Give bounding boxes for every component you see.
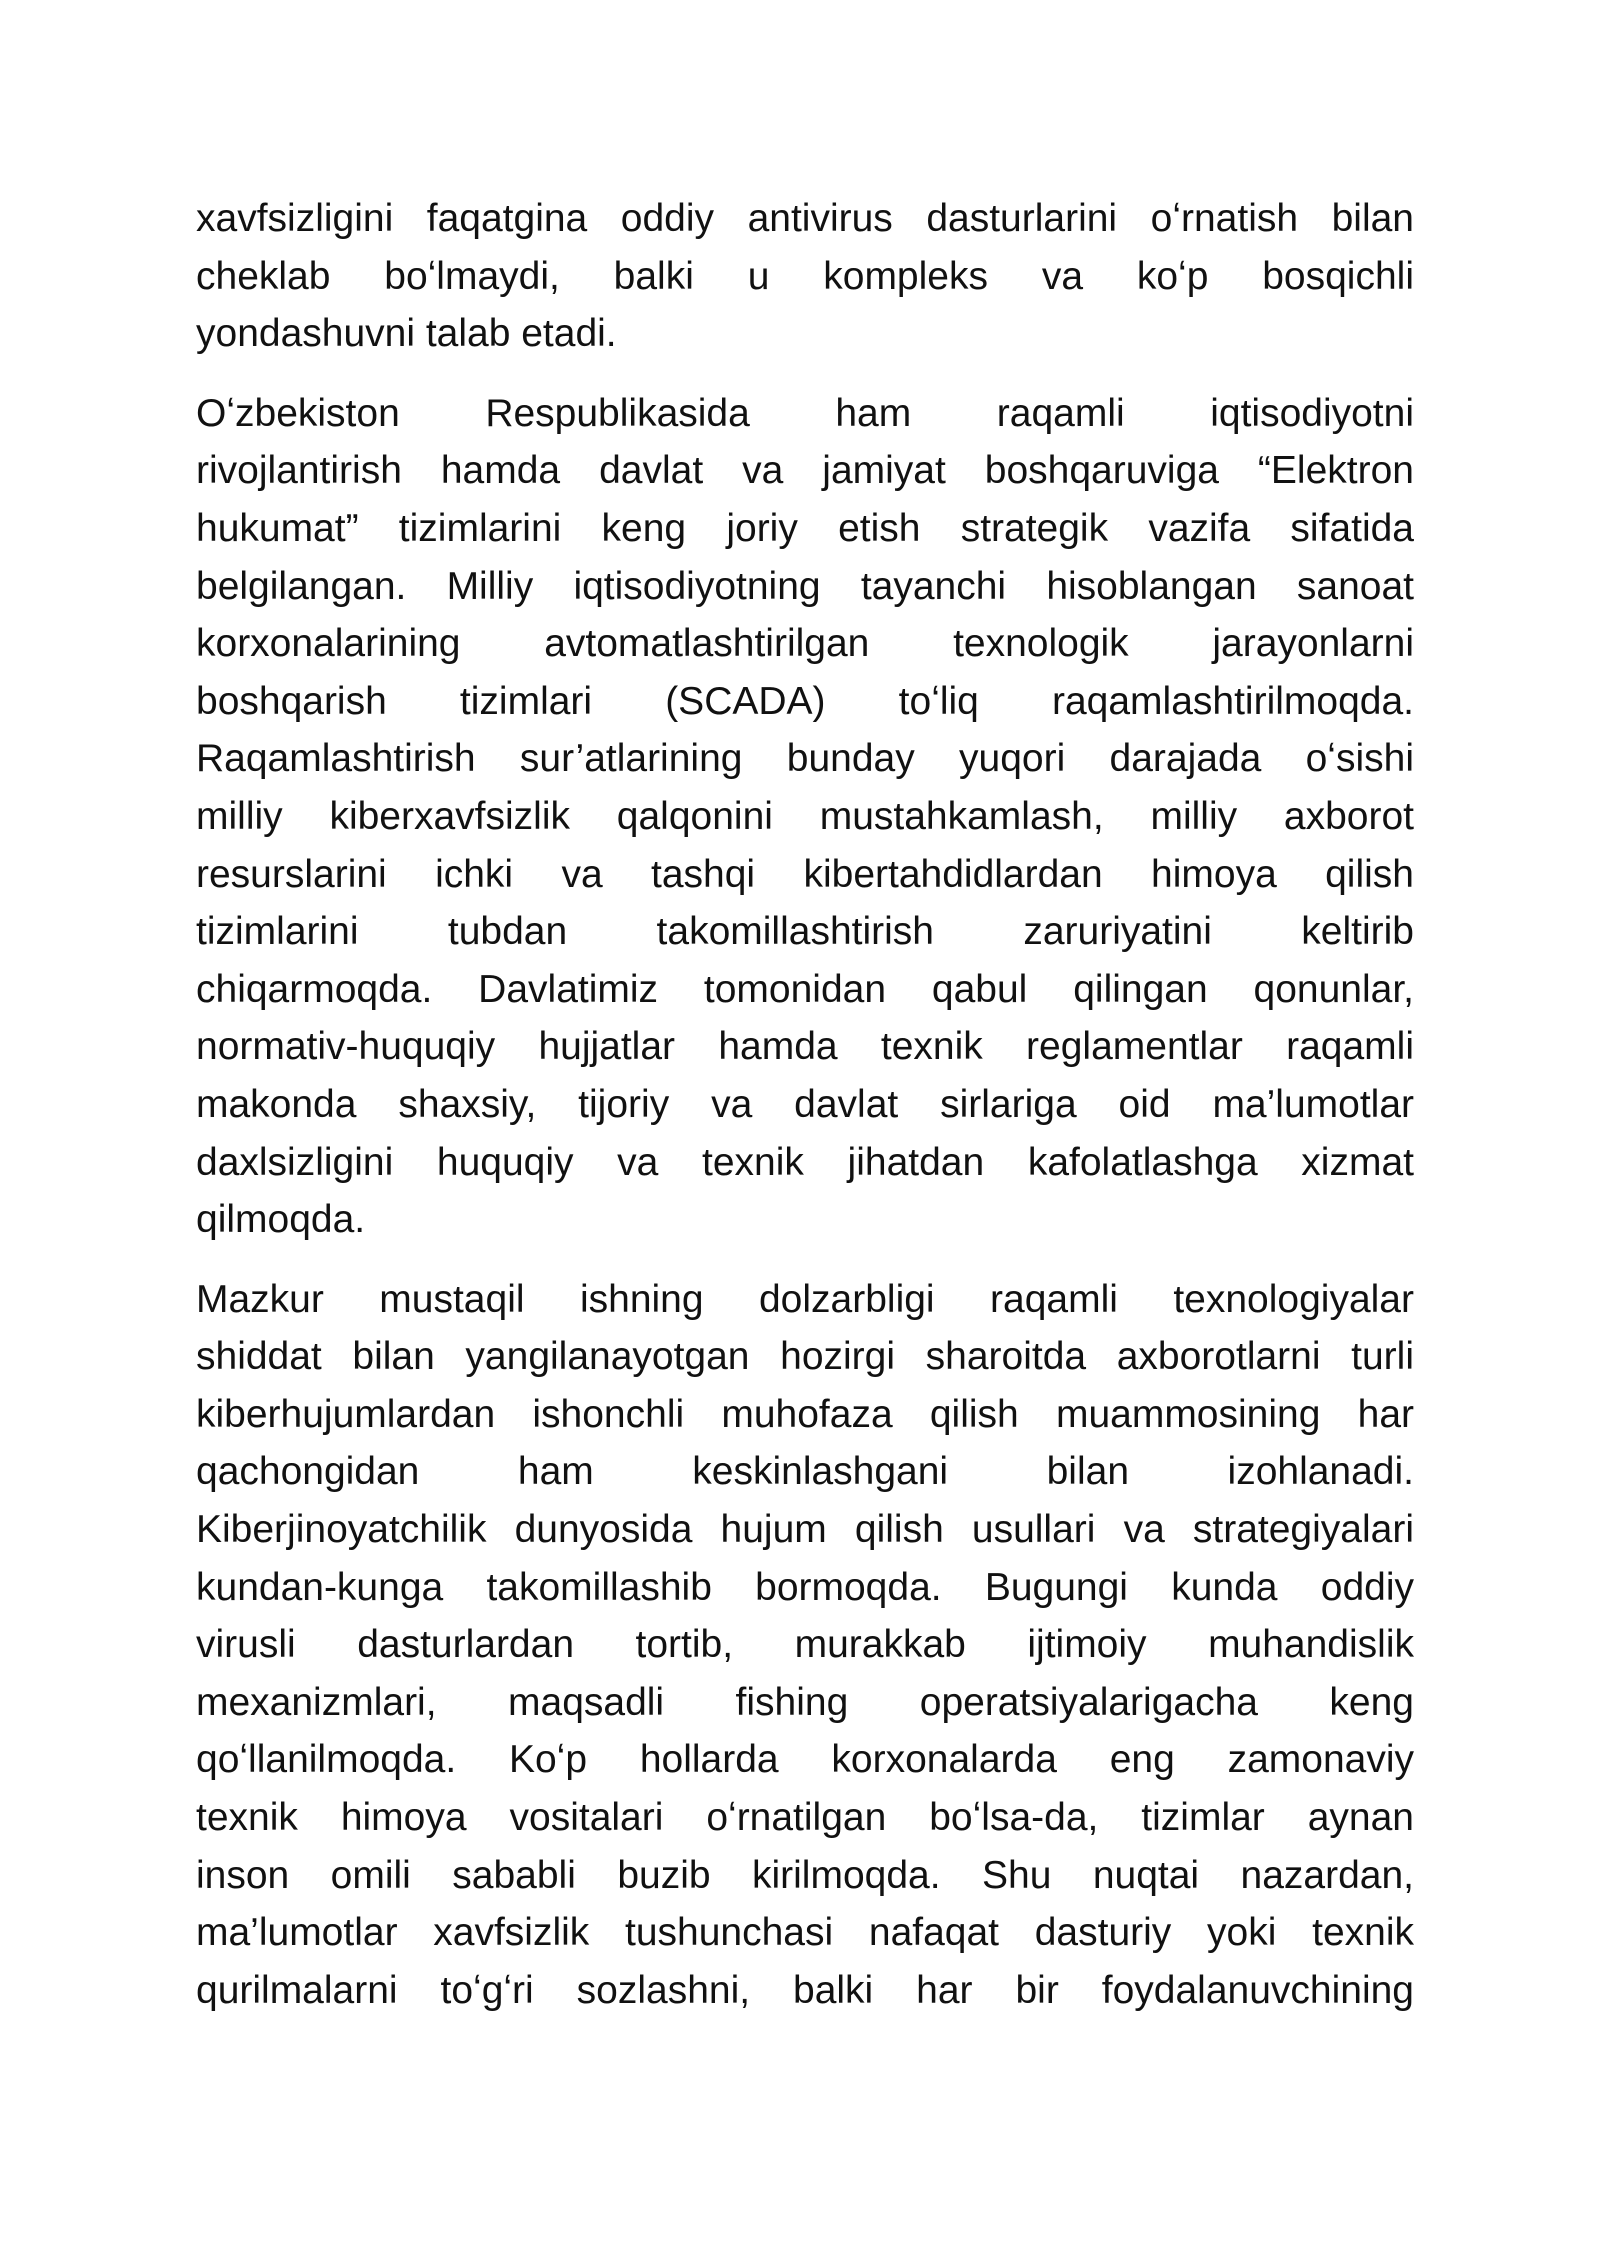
paragraph-1 [196,190,1414,363]
text-line: milliy kiberxavfsizlik qalqonini mustahkamlash, milliy axborot [196,794,1414,838]
paragraph-2 [196,385,1414,1249]
text-line: kundan-kunga takomillashib bormoqda. Bugungi kunda oddiy [196,1565,1414,1609]
text-line: qurilmalarni toʻgʻri sozlashni, balki har bir foydalanuvchining [196,1968,1414,2012]
text-line: Kiberjinoyatchilik dunyosida hujum qilish usullari va strategiyalari [196,1508,1414,1552]
paragraph-3 [196,1271,1414,2020]
text-line: normativ-huquqiy hujjatlar hamda texnik reglamentlar raqamli [196,1025,1414,1069]
text-line: qilmoqda. [196,1198,366,1242]
text-line: rivojlantirish hamda davlat va jamiyat boshqaruviga “Elektron [196,449,1414,493]
text-line: virusli dasturlardan tortib, murakkab ijtimoiy muhandislik [196,1623,1414,1667]
text-line: makonda shaxsiy, tijoriy va davlat sirlariga oid ma’lumotlar [196,1082,1414,1126]
text-line: shiddat bilan yangilanayotgan hozirgi sharoitda axborotlarni turli [196,1335,1414,1379]
text-line: xavfsizligini faqatgina oddiy antivirus dasturlarini oʻrnatish bilan [196,197,1414,240]
text-line: inson omili sababli buzib kirilmoqda. Shu nuqtai nazardan, [196,1853,1414,1897]
text-line: daxlsizligini huquqiy va texnik jihatdan kafolatlashga xizmat [196,1140,1414,1184]
text-line: Oʻzbekiston Respublikasida ham raqamli iqtisodiyotni [196,391,1414,435]
text-line: chiqarmoqda. Davlatimiz tomonidan qabul qilingan qonunlar, [196,967,1414,1011]
text-line: ma’lumotlar xavfsizlik tushunchasi nafaqat dasturiy yoki texnik [196,1911,1414,1955]
text-line: mexanizmlari, maqsadli fishing operatsiyalarigacha keng [196,1680,1414,1724]
text-line: texnik himoya vositalari oʻrnatilgan boʻlsa-da, tizimlar aynan [196,1796,1414,1840]
text-line: belgilangan. Milliy iqtisodiyotning tayanchi hisoblangan sanoat [196,564,1414,608]
text-line: tizimlarini tubdan takomillashtirish zaruriyatini keltirib [196,910,1414,954]
text-line: resurslarini ichki va tashqi kibertahdidlardan himoya qilish [196,852,1414,896]
document-page [196,190,1414,2041]
text-line: kiberhujumlardan ishonchli muhofaza qilish muammosining har [196,1392,1414,1436]
text-line: boshqarish tizimlari (SCADA) toʻliq raqamlashtirilmoqda. [196,679,1414,723]
text-line: cheklab boʻlmaydi, balki u kompleks va koʻp bosqichli [196,254,1414,298]
text-line: korxonalarining avtomatlashtirilgan texnologik jarayonlarni [196,622,1414,666]
text-line: qoʻllanilmoqda. Koʻp hollarda korxonalarda eng zamonaviy [196,1738,1414,1782]
text-line: Mazkur mustaqil ishning dolzarbligi raqamli texnologiyalar [196,1277,1414,1321]
text-line: hukumat” tizimlarini keng joriy etish strategik vazifa sifatida [196,506,1414,550]
text-line: qachongidan ham keskinlashgani bilan izohlanadi. [196,1450,1414,1494]
text-line: Raqamlashtirish sur’atlarining bunday yuqori darajada oʻsishi [196,737,1414,781]
text-line: yondashuvni talab etadi. [196,312,617,356]
